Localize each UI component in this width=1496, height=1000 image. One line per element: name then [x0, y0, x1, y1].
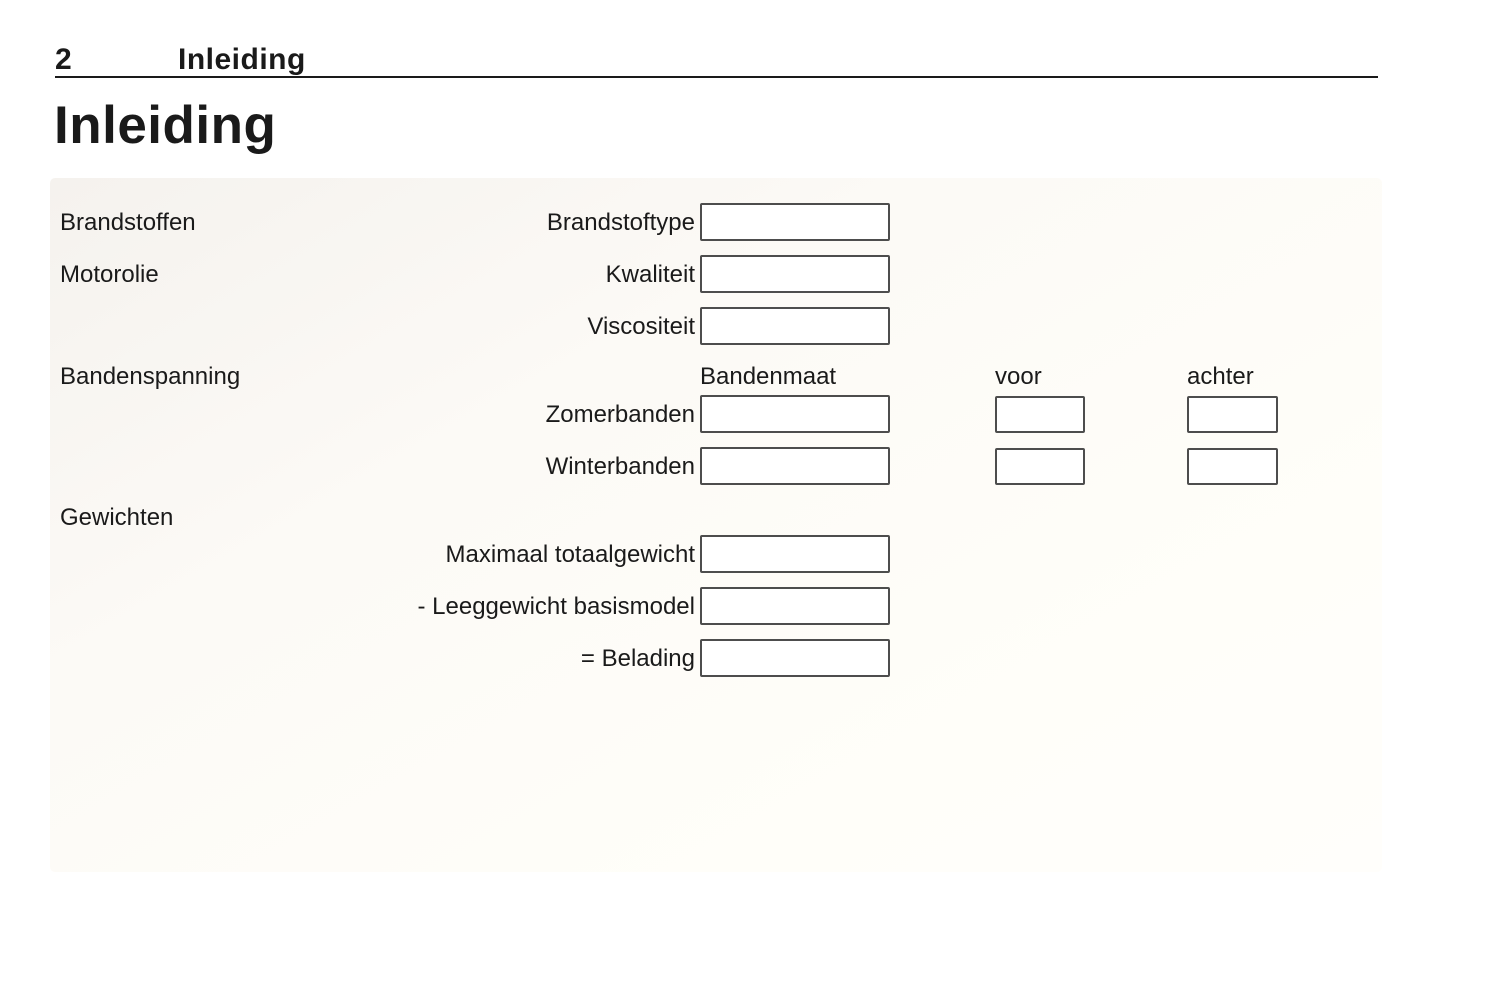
summer-rear-pressure-input[interactable]	[1187, 396, 1278, 433]
field-label-max-total-weight: Maximaal totaalgewicht	[445, 541, 695, 568]
field-label-payload: = Belading	[580, 645, 695, 672]
group-label-weights: Gewichten	[60, 504, 174, 531]
winter-rear-pressure-input[interactable]	[1187, 448, 1278, 485]
specifications-form-panel	[50, 178, 1382, 872]
field-label-viscosity: Viscositeit	[587, 313, 695, 340]
winter-tyre-size-input[interactable]	[700, 447, 890, 485]
row-label-summer-tyres: Zomerbanden	[545, 401, 695, 428]
page-number: 2	[55, 43, 73, 76]
group-label-engine-oil: Motorolie	[60, 261, 159, 288]
max-total-weight-input[interactable]	[700, 535, 890, 573]
kerb-weight-input[interactable]	[700, 587, 890, 625]
tyre-col-rear-header: achter	[1187, 363, 1254, 390]
field-label-quality: Kwaliteit	[605, 261, 695, 288]
tyre-col-front-header: voor	[995, 363, 1042, 390]
oil-viscosity-input[interactable]	[700, 307, 890, 345]
summer-front-pressure-input[interactable]	[995, 396, 1085, 433]
row-label-winter-tyres: Winterbanden	[545, 453, 695, 480]
header-rule	[55, 76, 1378, 78]
page-title: Inleiding	[54, 96, 277, 155]
oil-quality-input[interactable]	[700, 255, 890, 293]
field-label-fuel-type: Brandstoftype	[546, 209, 695, 236]
field-label-kerb-weight: - Leeggewicht basismodel	[417, 593, 695, 620]
summer-tyre-size-input[interactable]	[700, 395, 890, 433]
payload-input[interactable]	[700, 639, 890, 677]
group-label-fuels: Brandstoffen	[60, 209, 196, 236]
fuel-type-input[interactable]	[700, 203, 890, 241]
group-label-tyre-pressure: Bandenspanning	[60, 363, 241, 390]
winter-front-pressure-input[interactable]	[995, 448, 1085, 485]
tyre-col-size-header: Bandenmaat	[700, 363, 837, 390]
header-section-title: Inleiding	[178, 43, 306, 76]
